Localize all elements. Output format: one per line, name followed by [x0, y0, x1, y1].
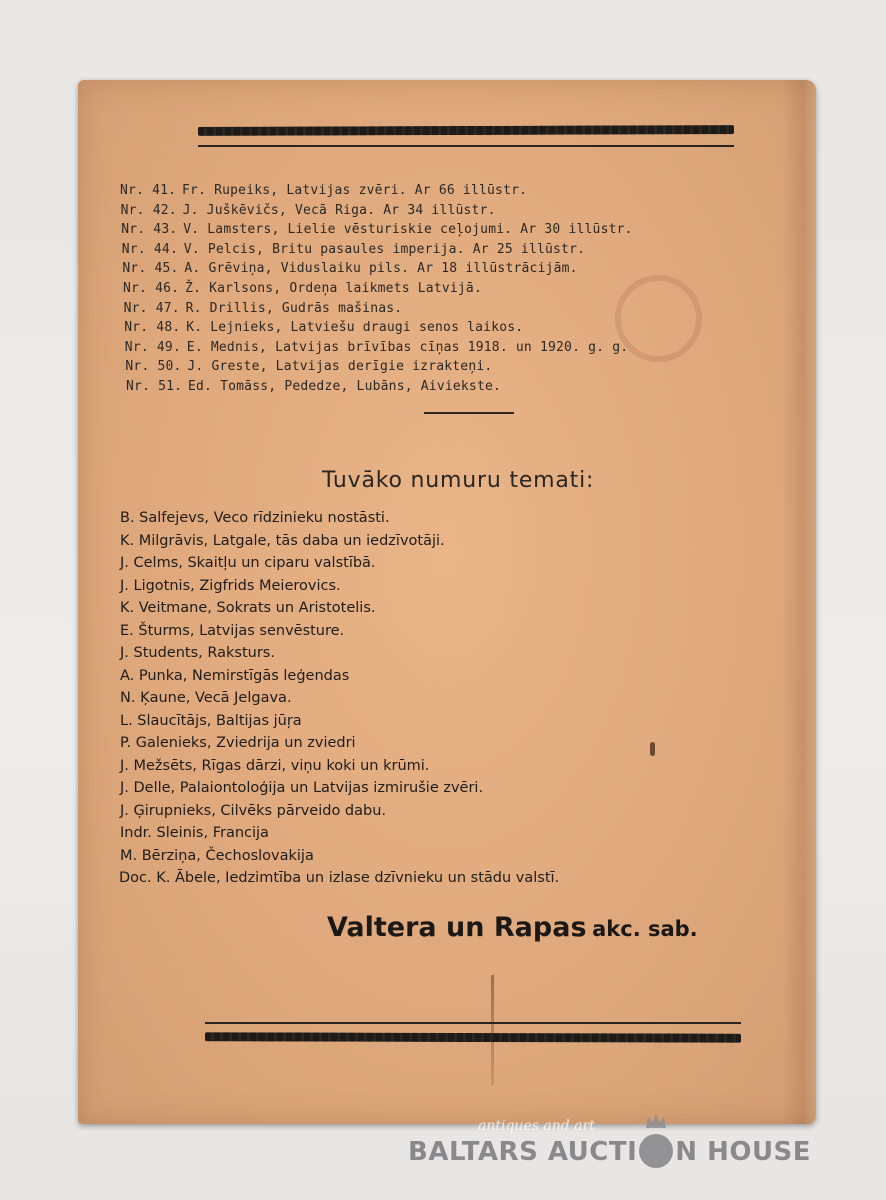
publisher-suffix: akc. sab.	[592, 917, 698, 941]
section-divider	[424, 412, 514, 414]
cover-edge-shading	[782, 80, 816, 1124]
top-rule	[198, 145, 734, 147]
upcoming-topic: J. Ligotnis, Zigfrids Meierovics.	[120, 577, 341, 594]
issue-number: Nr. 44.	[121, 241, 178, 257]
upcoming-topic: Doc. K. Ābele, Iedzimtība un izlase dzīvnieku un stādu valstī.	[119, 870, 560, 886]
watermark-title-part-a: BALTARS AUCTI	[408, 1137, 638, 1167]
upcoming-topic: J. Students, Raksturs.	[120, 645, 275, 661]
paper-crease	[491, 975, 494, 1085]
issue-row	[121, 203, 496, 218]
upcoming-topic: A. Punka, Nemirstīgās leģendas	[120, 667, 350, 684]
upcoming-topic: B. Salfejevs, Veco rīdzinieku nostāsti.	[120, 510, 390, 526]
issue-number: Nr. 47.	[123, 300, 180, 316]
issue-number: Nr. 48.	[124, 320, 181, 336]
issue-title: J. Juškēvičs, Vecā Riga. Ar 34 illūstr.	[182, 202, 496, 218]
issue-title: V. Pelcis, Britu pasaules imperija. Ar 25 illūstr.	[183, 241, 586, 257]
upcoming-topic: N. Ķaune, Vecā Jelgava.	[120, 690, 292, 706]
issue-title: Ž. Karlsons, Ordeņa laikmets Latvijā.	[185, 281, 482, 296]
watermark-title	[408, 1134, 811, 1168]
upcoming-topic: M. Bērziņa, Čechoslovakija	[120, 847, 314, 864]
issue-title: E. Mednis, Latvijas brīvības cīņas 1918. un 1920. g. g.	[186, 339, 629, 355]
ink-spot	[650, 742, 655, 756]
issue-row	[124, 320, 523, 335]
upcoming-topic: J. Delle, Palaiontoloģija un Latvijas izmirušie zvēri.	[120, 780, 484, 796]
upcoming-topic: K. Veitmane, Sokrats un Aristotelis.	[120, 600, 376, 616]
issue-title: Fr. Rupeiks, Latvijas zvēri. Ar 66 illūstr.	[182, 183, 528, 198]
issue-row	[125, 359, 492, 374]
upcoming-topic: Indr. Sleinis, Francija	[120, 825, 269, 841]
issue-title: R. Drillis, Gudrās mašinas.	[185, 300, 403, 316]
issue-number: Nr. 51.	[126, 379, 183, 394]
issue-number: Nr. 42.	[120, 202, 177, 218]
issue-title: V. Lamsters, Lielie vēsturiskie ceļojumi. Ar 30 illūstr.	[183, 222, 633, 238]
upcoming-topic: E. Šturms, Latvijas senvēsture.	[120, 622, 345, 639]
issue-number: Nr. 41.	[120, 183, 177, 198]
publisher-line	[327, 912, 698, 943]
issue-row	[122, 242, 585, 257]
upcoming-topic: J. Mežsēts, Rīgas dārzi, viņu koki un krūmi.	[120, 757, 430, 774]
upcoming-heading: Tuvāko numuru temati:	[322, 468, 595, 493]
upcoming-topic: P. Galenieks, Zviedrija un zviedri	[120, 735, 356, 751]
issue-row	[126, 379, 501, 394]
top-decorative-bar	[198, 125, 734, 136]
issue-number: Nr. 49.	[124, 339, 181, 355]
upcoming-topic: L. Slaucītājs, Baltijas jūŗa	[120, 712, 302, 729]
crown-icon	[644, 1112, 668, 1130]
bottom-decorative-bar	[205, 1032, 741, 1042]
upcoming-topic: J. Celms, Skaitļu un ciparu valstībā.	[120, 555, 376, 571]
issue-title: Ed. Tomāss, Pededze, Lubāns, Aiviekste.	[188, 379, 502, 394]
issue-row	[120, 183, 527, 198]
issue-row	[122, 261, 577, 276]
issue-row	[124, 301, 403, 316]
issue-number: Nr. 46.	[123, 281, 180, 296]
watermark-tagline: antiques and art	[478, 1118, 595, 1134]
issue-number: Nr. 50.	[125, 359, 182, 375]
bottom-rule	[205, 1022, 741, 1024]
issue-title: A. Grēviņa, Viduslaiku pils. Ar 18 illūstrācijām.	[184, 261, 578, 277]
issue-row	[125, 340, 628, 355]
issue-title: J. Greste, Latvijas derīgie izrakteņi.	[187, 359, 493, 375]
auction-house-watermark	[408, 1118, 812, 1178]
watermark-title-part-b: N HOUSE	[675, 1137, 812, 1167]
publisher-name: Valtera un Rapas	[327, 912, 587, 943]
upcoming-topic: J. Ģirupnieks, Cilvēks pārveido dabu.	[120, 802, 387, 819]
issue-number: Nr. 45.	[122, 261, 179, 277]
upcoming-topic: K. Milgrāvis, Latgale, tās daba un iedzīvotāji.	[120, 532, 445, 549]
issue-number: Nr. 43.	[121, 222, 178, 238]
issue-row	[121, 222, 633, 237]
issue-title: K. Lejnieks, Latviešu draugi senos laikos.	[186, 320, 524, 336]
watermark-o-icon	[639, 1134, 673, 1168]
issue-row	[123, 281, 482, 296]
